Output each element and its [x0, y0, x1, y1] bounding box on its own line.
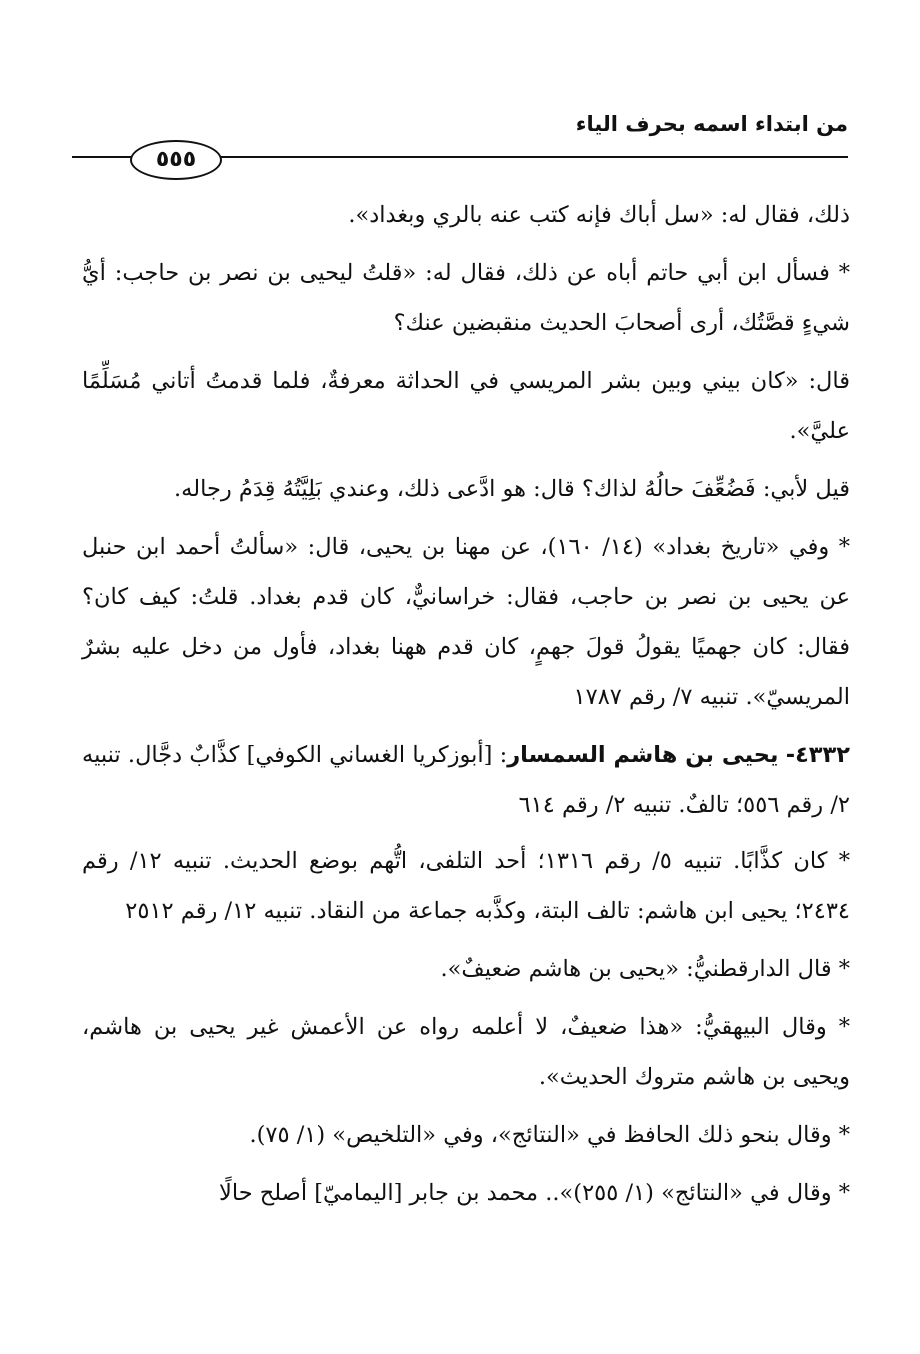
paragraph: ذلك، فقال له: «سل أباك فإنه كتب عنه بالري وبغداد». — [348, 202, 850, 228]
paragraph: * وقال البيهقيُّ: «هذا ضعيفٌ، لا أعلمه رواه عن الأعمش غير يحيى بن هاشم، ويحيى بن هاشم متروك الحديث». — [82, 1014, 850, 1090]
page-number: ٥٥٥ — [130, 140, 222, 180]
page-body — [82, 190, 850, 1226]
biography-entry — [82, 730, 850, 830]
paragraph: * قال الدارقطنيُّ: «يحيى بن هاشم ضعيفٌ». — [440, 956, 850, 982]
entry-text: : [أبوزكريا الغساني الكوفي] كذَّابٌ دجَّال. تنبيه ٢/ رقم ٥٥٦؛ تالفٌ. تنبيه ٢/ رقم ٦١٤ — [82, 742, 850, 818]
paragraph: * وقال في «النتائج» (١/ ٢٥٥)».. محمد بن جابر [اليماميّ] أصلح حالًا — [219, 1180, 850, 1206]
paragraph: * فسأل ابن أبي حاتم أباه عن ذلك، فقال له: «قلتُ ليحيى بن نصر بن حاجب: أيُّ شيءٍ قصَّتُك، أرى أصحابَ الحديث منقبضين عنك؟ — [82, 260, 850, 336]
entry-name: يحيى بن هاشم السمسار — [507, 742, 779, 768]
paragraph: * وفي «تاريخ بغداد» (١٤/ ١٦٠)، عن مهنا بن يحيى، قال: «سألتُ أحمد ابن حنبل عن يحيى بن نصر بن حاجب، فقال: خراسانيٌّ، كان قدم بغداد. قلتُ: كيف كان؟ فقال: كان جهميًا يقولُ قولَ جهمٍ، كان قدم ههنا بغداد، فأول من دخل عليه بشرٌ المريسيّ». تنبيه ٧/ رقم ١٧٨٧ — [82, 534, 851, 710]
paragraph: * وقال بنحو ذلك الحافظ في «النتائج»، وفي «التلخيص» (١/ ٧٥). — [249, 1122, 850, 1148]
paragraph: قال: «كان بيني وبين بشر المريسي في الحداثة معرفةٌ، فلما قدمتُ أتاني مُسَلِّمًا عليَّ». — [82, 368, 850, 444]
paragraph: * كان كذَّابًا. تنبيه ٥/ رقم ١٣١٦؛ أحد التلفى، اتُّهم بوضع الحديث. تنبيه ١٢/ رقم ٢٤٣٤؛ يحيى ابن هاشم: تالف البتة، وكذَّبه جماعة من النقاد. تنبيه ١٢/ رقم ٢٥١٢ — [82, 848, 851, 924]
entry-number: ٤٣٣٢- — [785, 742, 850, 768]
running-title: من ابتداء اسمه بحرف الياء — [575, 112, 848, 136]
paragraph: قيل لأبي: فَضُعِّفَ حالُهُ لذاك؟ قال: هو ادَّعى ذلك، وعندي بَلِيَّتُهُ قِدَمُ رجاله. — [174, 476, 850, 502]
